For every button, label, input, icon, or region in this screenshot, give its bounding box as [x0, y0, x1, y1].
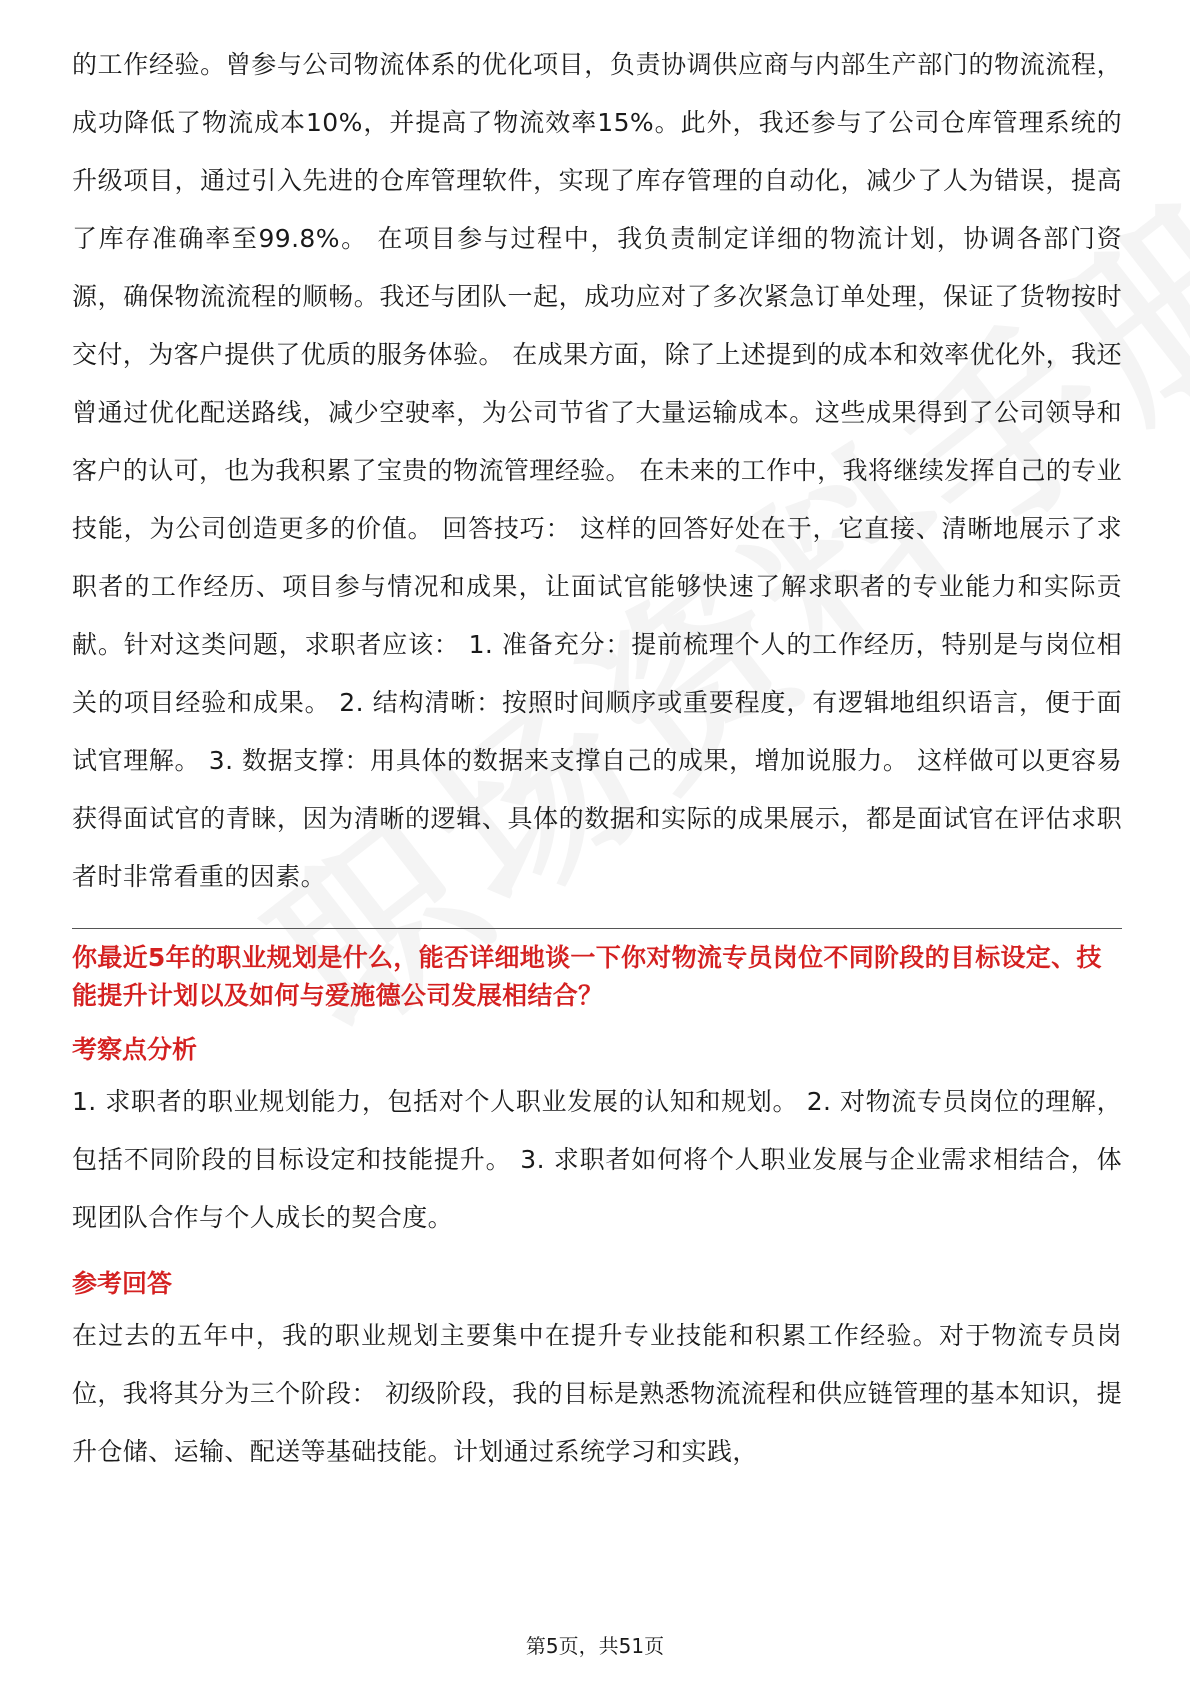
analysis-text: 1. 求职者的职业规划能力，包括对个人职业发展的认知和规划。 2. 对物流专员岗位的理解，包括不同阶段的目标设定和技能提升。 3. 求职者如何将个人职业发展与企业需求相结合，体现团队合作与个人成长的契合度。	[72, 1087, 1122, 1232]
page-number-footer: 第5页，共51页	[525, 1634, 665, 1658]
section-divider	[72, 928, 1122, 929]
reference-answer-heading: 参考回答	[72, 1269, 173, 1298]
reference-answer-text: 在过去的五年中，我的职业规划主要集中在提升专业技能和积累工作经验。对于物流专员岗位，我将其分为三个阶段： 初级阶段，我的目标是熟悉物流流程和供应链管理的基本知识，提升仓储、运输、配送等基础技能。计划通过系统学习和实践，	[72, 1321, 1122, 1466]
interview-question: 你最近5年的职业规划是什么，能否详细地谈一下你对物流专员岗位不同阶段的目标设定、技能提升计划以及如何与爱施德公司发展相结合？	[72, 943, 1102, 1010]
analysis-heading: 考察点分析	[72, 1035, 198, 1064]
page-content	[72, 36, 1122, 1481]
previous-answer-continuation: 的工作经验。曾参与公司物流体系的优化项目，负责协调供应商与内部生产部门的物流流程，成功降低了物流成本10%，并提高了物流效率15%。此外，我还参与了公司仓库管理系统的升级项目，通过引入先进的仓库管理软件，实现了库存管理的自动化，减少了人为错误，提高了库存准确率至99.8%。 在项目参与过程中，我负责制定详细的物流计划，协调各部门资源，确保物流流程的顺畅。我还与团队一起，成功应对了多次紧急订单处理，保证了货物按时交付，为客户提供了优质的服务体验。 在成果方面，除了上述提到的成本和效率优化外，我还曾通过优化配送路线，减少空驶率，为公司节省了大量运输成本。这些成果得到了公司领导和客户的认可，也为我积累了宝贵的物流管理经验。 在未来的工作中，我将继续发挥自己的专业技能，为公司创造更多的价值。 回答技巧： 这样的回答好处在于，它直接、清晰地展示了求职者的工作经历、项目参与情况和成果，让面试官能够快速了解求职者的专业能力和实际贡献。针对这类问题，求职者应该： 1. 准备充分：提前梳理个人的工作经历，特别是与岗位相关的项目经验和成果。 2. 结构清晰：按照时间顺序或重要程度，有逻辑地组织语言，便于面试官理解。 3. 数据支撑：用具体的数据来支撑自己的成果，增加说服力。 这样做可以更容易获得面试官的青睐，因为清晰的逻辑、具体的数据和实际的成果展示，都是面试官在评估求职者时非常看重的因素。	[72, 50, 1122, 891]
